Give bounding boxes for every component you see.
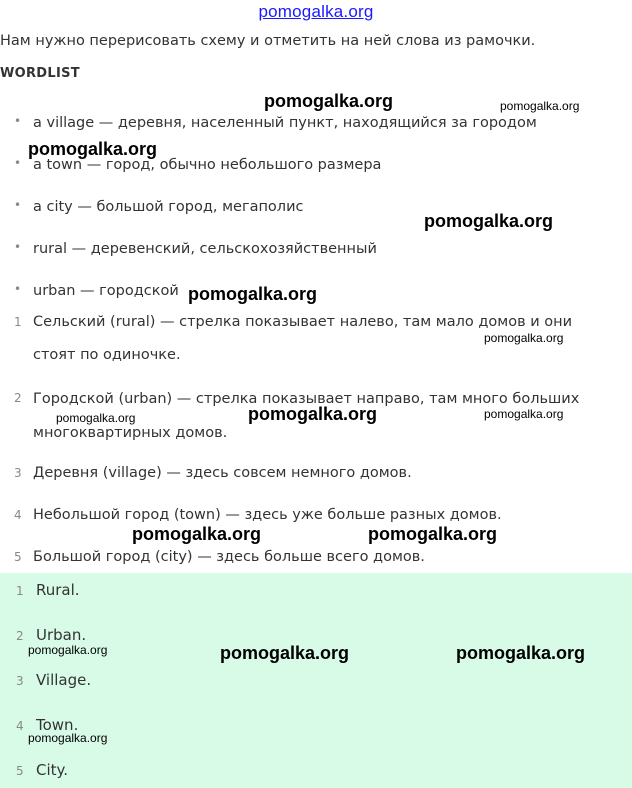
- bullet-icon: •: [14, 114, 22, 128]
- item-number: 4: [14, 508, 22, 522]
- answer-text: Rural.: [36, 581, 80, 599]
- answer-text: City.: [36, 761, 69, 779]
- watermark: pomogalka.org: [220, 643, 350, 663]
- explanation-text: Большой город (city) — здесь больше всего домов.: [33, 549, 425, 565]
- explanation-text: Небольшой город (town) — здесь уже больше разных домов.: [33, 507, 502, 523]
- item-number: 2: [16, 629, 24, 643]
- wordlist-title: WORDLIST: [0, 66, 80, 81]
- item-number: 3: [14, 466, 22, 480]
- answer-text: Urban.: [36, 626, 87, 644]
- item-number: 3: [16, 674, 24, 688]
- explanation-item: [14, 457, 614, 490]
- explanation-text: Сельский (rural) — стрелка показывает налево, там мало домов и они стоят по одиночке.: [33, 314, 573, 363]
- answer-item: [16, 581, 80, 599]
- bullet-icon: •: [14, 156, 22, 170]
- watermark: pomogalka.org: [484, 407, 564, 421]
- explanation-text: Городской (urban) — стрелка показывает направо, там много больших многоквартирных домов.: [33, 391, 580, 441]
- item-number: 1: [14, 315, 22, 329]
- watermark: pomogalka.org: [424, 211, 554, 231]
- answer-item: [16, 761, 68, 779]
- explanation-item: [14, 541, 614, 574]
- watermark: pomogalka.org: [248, 404, 378, 424]
- watermark: pomogalka.org: [368, 524, 498, 544]
- watermark: pomogalka.org: [56, 411, 136, 425]
- answer-item: [16, 671, 91, 689]
- bullet-icon: •: [14, 240, 22, 254]
- watermark: pomogalka.org: [456, 643, 586, 663]
- watermark: pomogalka.org: [264, 91, 394, 111]
- header-watermark[interactable]: pomogalka.org: [258, 2, 374, 21]
- item-number: 4: [16, 719, 24, 733]
- item-number: 2: [14, 391, 22, 405]
- watermark: pomogalka.org: [28, 643, 108, 657]
- answers-panel: [0, 573, 632, 788]
- wordlist-item: [14, 282, 179, 299]
- explanation-item: [14, 499, 614, 532]
- watermark: pomogalka.org: [28, 139, 158, 159]
- explanation-text: Деревня (village) — здесь совсем немного домов.: [33, 465, 412, 481]
- wordlist-item: [14, 114, 537, 131]
- wordlist-item: [14, 198, 303, 215]
- answer-item: [16, 626, 86, 644]
- watermark: pomogalka.org: [500, 99, 580, 113]
- task-instruction: Нам нужно перерисовать схему и отметить на ней слова из рамочки.: [0, 33, 536, 49]
- wordlist-item-text: a village — деревня, населенный пункт, находящийся за городом: [33, 115, 537, 131]
- wordlist-item-text: rural — деревенский, сельскохозяйственный: [33, 241, 377, 257]
- item-number: 1: [16, 584, 24, 598]
- watermark: pomogalka.org: [188, 284, 318, 304]
- wordlist-item-text: a city — большой город, мегаполис: [33, 199, 304, 215]
- item-number: 5: [14, 550, 22, 564]
- item-number: 5: [16, 764, 24, 778]
- bullet-icon: •: [14, 198, 22, 212]
- bullet-icon: •: [14, 282, 22, 296]
- wordlist-item-text: a town — город, обычно небольшого размера: [33, 157, 382, 173]
- wordlist-item-text: urban — городской: [33, 283, 179, 299]
- watermark: pomogalka.org: [28, 731, 108, 745]
- watermark: pomogalka.org: [132, 524, 262, 544]
- wordlist-item: [14, 240, 377, 257]
- answer-text: Town.: [36, 716, 79, 734]
- answer-text: Village.: [36, 671, 92, 689]
- watermark: pomogalka.org: [484, 331, 564, 345]
